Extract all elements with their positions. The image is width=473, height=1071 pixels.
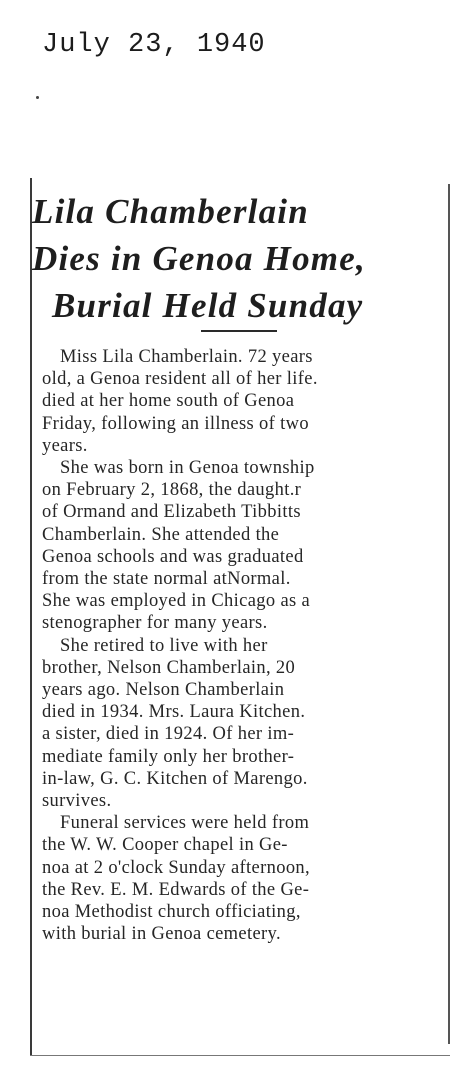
text-line: Miss Lila Chamberlain. 72 years — [60, 347, 313, 367]
text-line: from the state normal atNormal. — [42, 569, 291, 590]
text-line: a sister, died in 1924. Of her im- — [42, 724, 295, 745]
text-line: of Ormand and Elizabeth Tibbitts — [42, 502, 301, 523]
text-line: Friday, following an illness of two — [42, 413, 309, 434]
text-line: She was employed in Chicago as a — [42, 591, 311, 612]
text-line: noa at 2 o'clock Sunday afternoon, — [42, 857, 310, 878]
text-line: died in 1934. Mrs. Laura Kitchen. — [42, 702, 306, 723]
text-line: died at her home south of Genoa — [42, 391, 295, 412]
text-line: with burial in Genoa cemetery. — [42, 924, 281, 945]
clipping-bottom-edge — [30, 1055, 450, 1056]
headline-divider — [201, 330, 277, 332]
text-line: mediate family only her brother- — [42, 746, 295, 767]
text-line: the W. W. Cooper chapel in Ge- — [42, 835, 288, 856]
text-line: in-law, G. C. Kitchen of Marengo. — [42, 768, 308, 789]
handwritten-date: July 23, 1940 — [42, 30, 266, 60]
headline — [30, 188, 450, 329]
headline-line: Burial Held Sunday — [52, 286, 364, 325]
headline-line: Dies in Genoa Home, — [32, 239, 366, 278]
text-line: the Rev. E. M. Edwards of the Ge- — [42, 879, 310, 900]
text-line: She retired to live with her — [60, 635, 268, 656]
text-line: noa Methodist church officiating, — [42, 902, 301, 923]
text-line: Funeral services were held from — [60, 813, 310, 834]
paragraph-funeral — [42, 812, 446, 945]
text-line: Chamberlain. She attended the — [42, 524, 280, 545]
text-line: She was born in Genoa township — [60, 458, 315, 479]
newspaper-clipping — [30, 178, 450, 1056]
headline-line: Lila Chamberlain — [32, 192, 309, 231]
text-line: years ago. Nelson Chamberlain — [42, 680, 285, 701]
paragraph-birth — [42, 457, 446, 635]
paragraph-obituary-intro — [42, 346, 446, 457]
article-body — [42, 346, 446, 945]
paragraph-family — [42, 635, 446, 813]
text-line: brother, Nelson Chamberlain, 20 — [42, 657, 296, 678]
text-line: on February 2, 1868, the daught.r — [42, 480, 302, 501]
text-line: stenographer for many years. — [42, 613, 268, 634]
text-line: survives. — [42, 791, 112, 812]
text-line: Genoa schools and was graduated — [42, 546, 304, 567]
ink-speck — [36, 96, 39, 99]
text-line: years. — [42, 435, 88, 456]
text-line: old, a Genoa resident all of her life. — [42, 369, 318, 390]
